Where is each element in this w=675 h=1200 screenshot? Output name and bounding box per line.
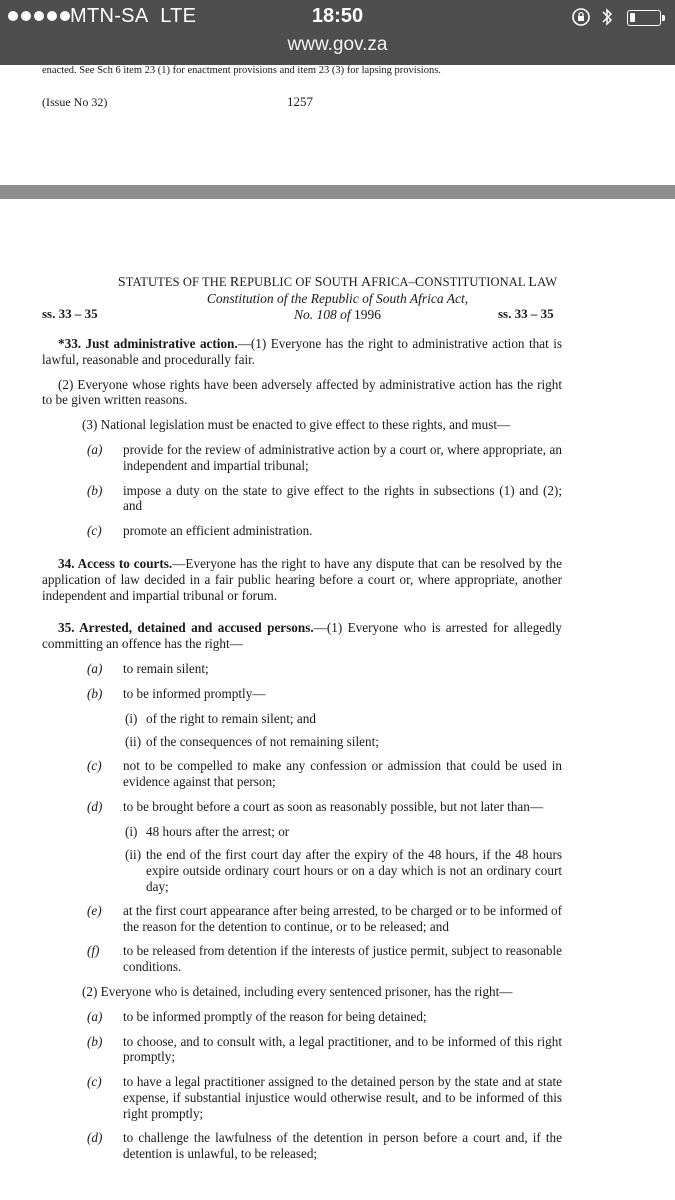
page-number: 1257 <box>287 94 313 109</box>
section-35-p2: (2) Everyone who is detained, including every sentenced prisoner, has the right— <box>82 983 513 999</box>
carrier-label: MTN-SA LTE <box>70 5 197 27</box>
footnote-text: enacted. See Sch 6 item 23 (1) for enactment provisions and item 23 (3) for lapsing provisions. <box>42 65 441 76</box>
status-bar <box>0 0 675 34</box>
url-address-bar[interactable]: www.gov.za <box>287 34 388 55</box>
header-act-name: Constitution of the Republic of South Africa Act, <box>206 291 469 306</box>
page-divider <box>0 185 675 199</box>
bluetooth-icon <box>601 7 613 27</box>
section-33-p1: *33. Just administrative action.—(1) Everyone has the right to administrative action that is lawful, reasonable and procedurally fair. <box>42 336 562 367</box>
section-33-p3: (3) National legislation must be enacted to give effect to these rights, and must— <box>82 417 511 433</box>
list-item: (a) to be informed promptly of the reason for being detained; <box>87 1008 427 1024</box>
sub-list-item: (i) of the right to remain silent; and <box>125 710 316 726</box>
list-item: (b) to choose, and to consult with, a legal practitioner, and to be informed of this right promptly; <box>87 1033 562 1065</box>
list-item: (b) impose a duty on the state to give effect to the rights in subsections (1) and (2); and <box>87 482 562 514</box>
status-clock: 18:50 <box>311 5 364 27</box>
section-34: 34. Access to courts.—Everyone has the right to have any dispute that can be resolved by the application of law decided in a fair public hearing before a court or, where appropriate, another independent and impartial tribunal or forum. <box>42 555 562 603</box>
list-item: (c) promote an efficient administration. <box>87 523 313 539</box>
list-item: (c) not to be compelled to make any confession or admission that could be used in evidence against that person; <box>87 758 562 789</box>
section-35-p1: 35. Arrested, detained and accused persons.—(1) Everyone who is arrested for allegedly committing an offence has the right— <box>42 620 562 652</box>
list-item: (f) to be released from detention if the interests of justice permit, subject to reasonable conditions. <box>87 943 562 975</box>
section-range-left: ss. 33 – 35 <box>42 306 98 321</box>
network-type: LTE <box>160 5 197 27</box>
sub-list-item: (i) 48 hours after the arrest; or <box>125 823 290 839</box>
list-item: (a) to remain silent; <box>87 660 209 676</box>
issue-number: (Issue No 32) <box>42 95 108 109</box>
list-item: (a) provide for the review of administrative action by a court or, where appropriate, an independent and impartial tribunal; <box>87 441 562 473</box>
previous-page-fragment <box>0 65 675 185</box>
sub-list-item: (ii) of the consequences of not remaining silent; <box>125 734 379 750</box>
section-33-p2: (2) Everyone whose rights have been adversely affected by administrative action has the right to be given written reasons. <box>42 376 562 408</box>
list-item: (d) to challenge the lawfulness of the detention in person before a court and, if the detention is unlawful, to be released; <box>87 1130 562 1162</box>
battery-icon <box>627 10 661 26</box>
list-item: (d) to be brought before a court as soon as reasonably possible, but not later than— <box>87 798 544 814</box>
list-item: (e) at the first court appearance after being arrested, to be charged or to be informed of the reason for the detention to continue, or to be released; and <box>87 902 562 934</box>
document-body <box>42 336 562 1171</box>
list-item: (b) to be informed promptly— <box>87 685 266 701</box>
sub-list-item: (ii) the end of the first court day after the expiry of the 48 hours, if the 48 hours expire outside ordinary court hours or on a day which is not an ordinary court day; <box>125 847 562 894</box>
document-page <box>0 199 675 1200</box>
header-title: STATUTES OF THE REPUBLIC OF SOUTH AFRICA–CONSTITUTIONAL LAW <box>117 275 558 290</box>
rotation-lock-icon <box>571 7 591 27</box>
header-act-number: No. 108 of 1996 <box>293 307 382 322</box>
browser-top-bar <box>0 0 675 65</box>
section-range-right: ss. 33 – 35 <box>498 306 554 321</box>
page-header <box>0 275 675 323</box>
list-item: (c) to have a legal practitioner assigned to the detained person by the state and at state expense, if substantial injustice would otherwise result, and to be informed of this right promptly; <box>87 1074 562 1121</box>
